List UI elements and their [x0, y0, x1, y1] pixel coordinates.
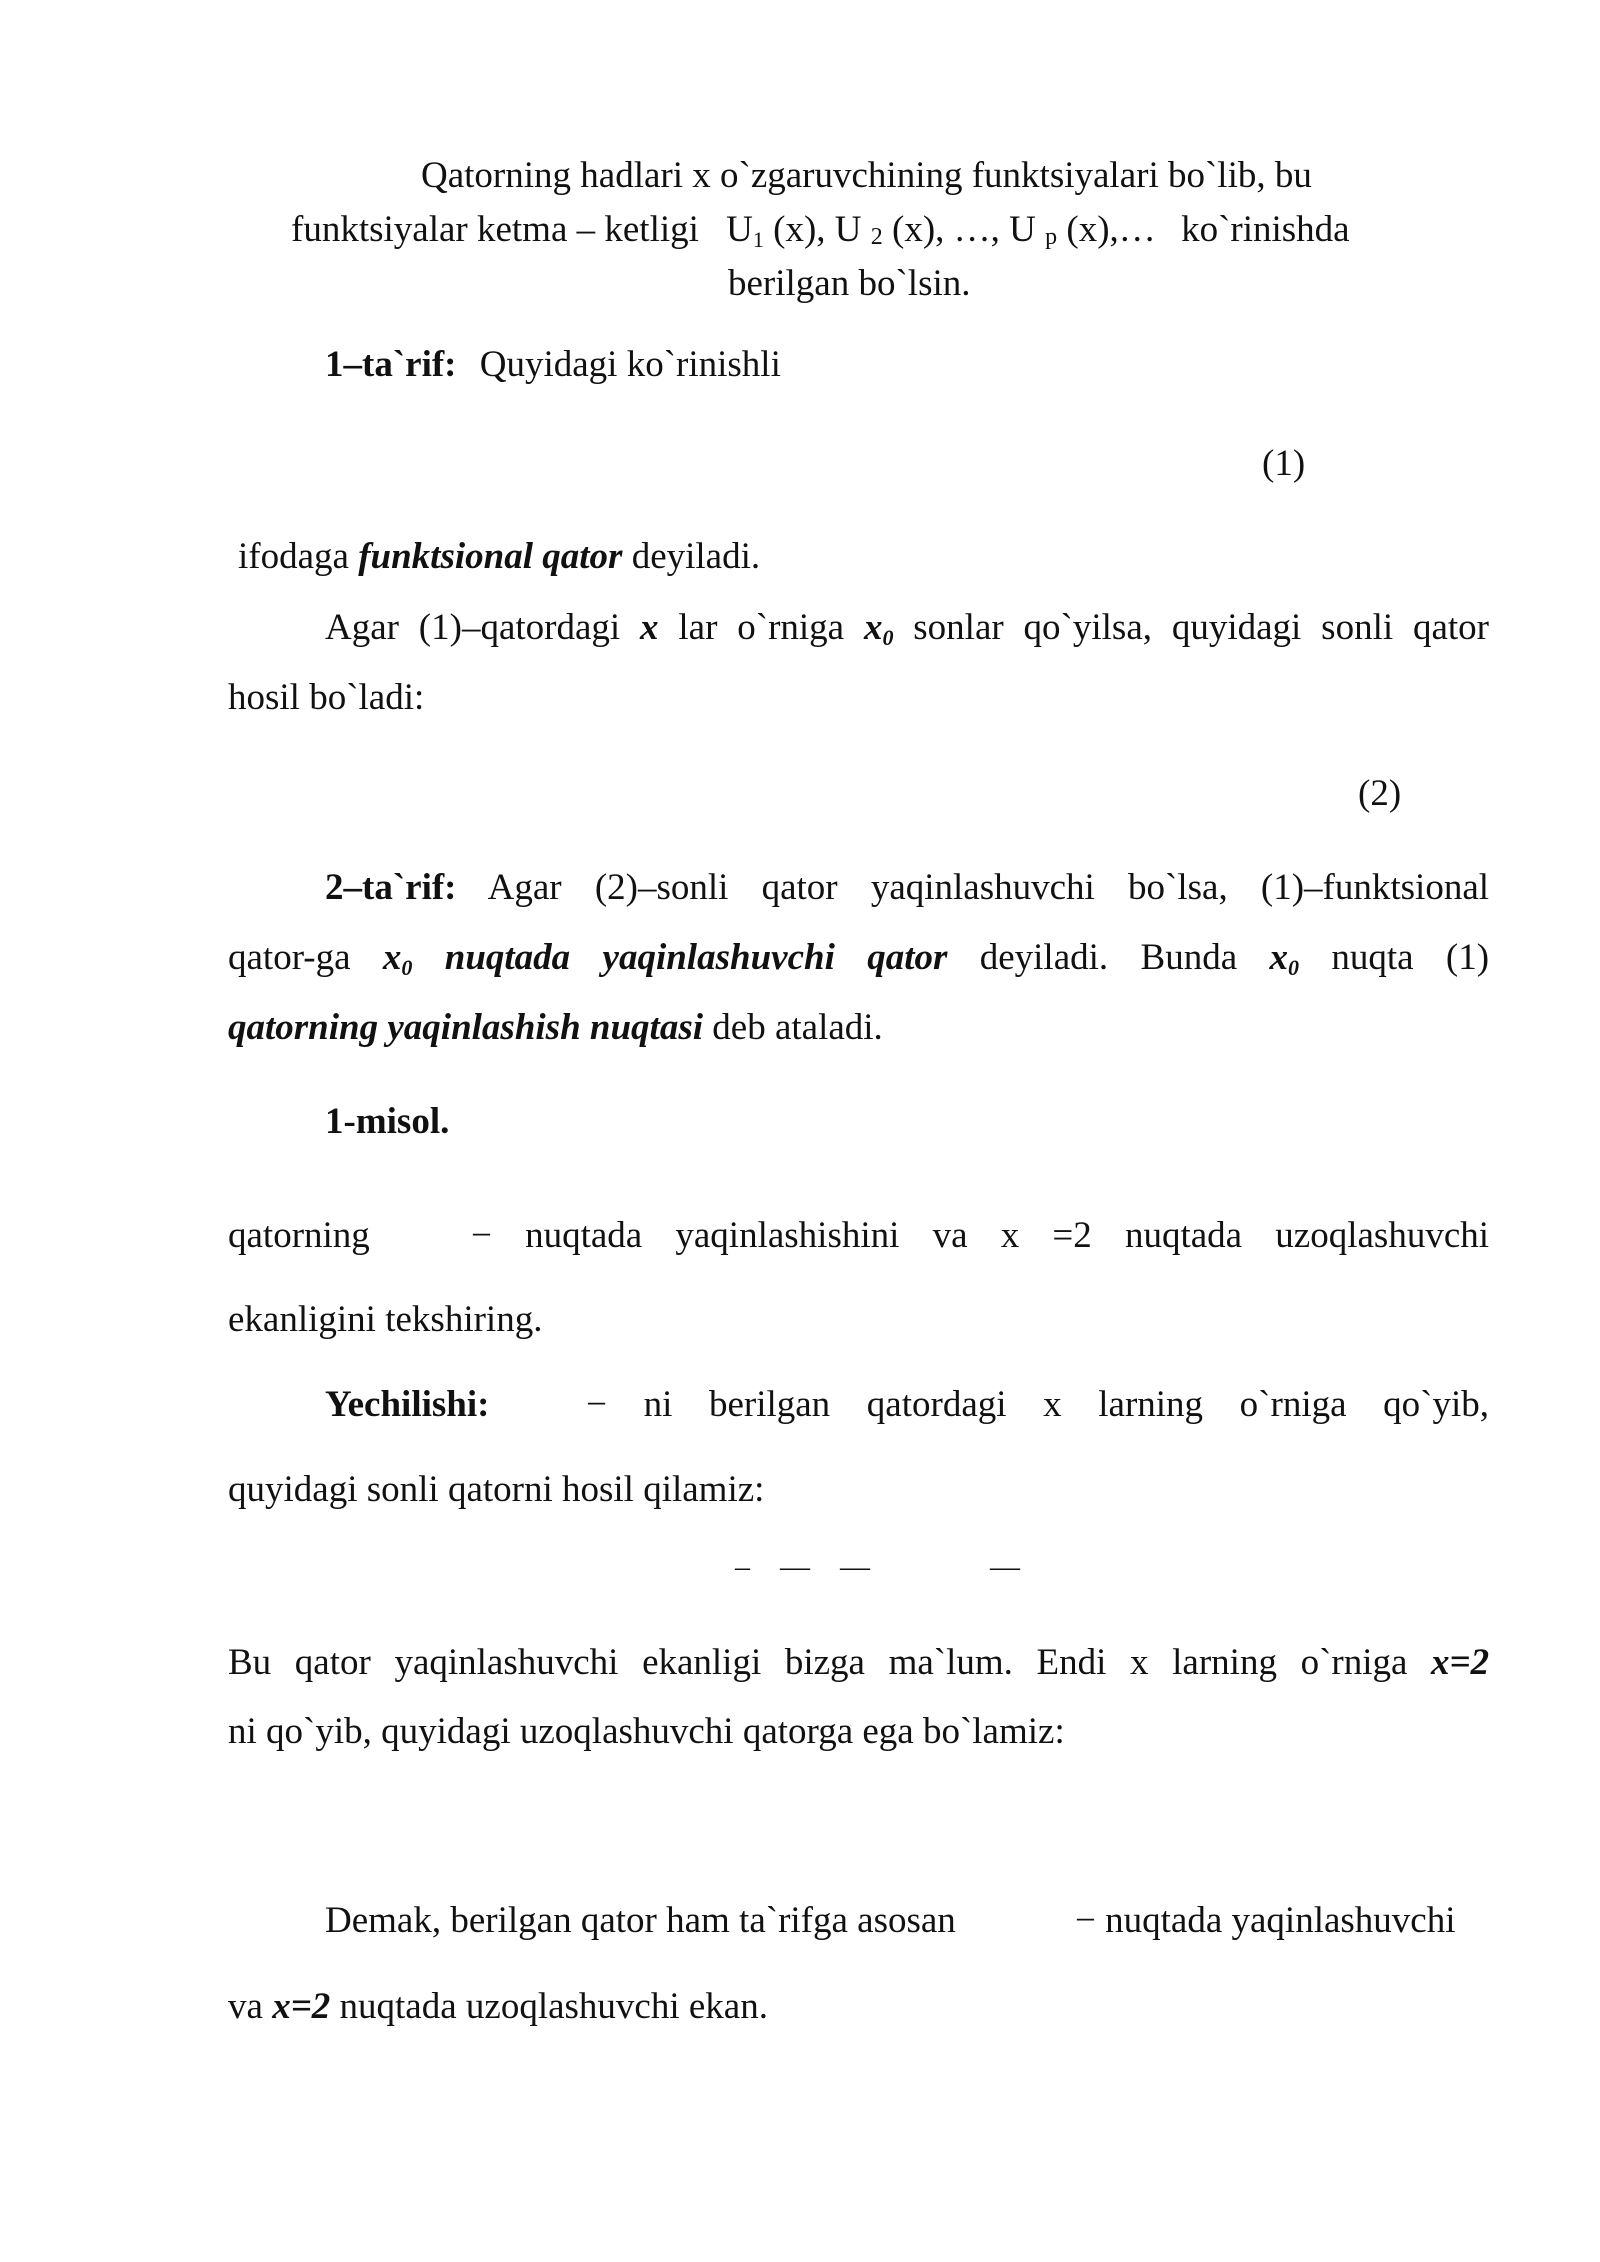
- solution-p2-line-1: [228, 1641, 1489, 1684]
- seq-sub-2: 2: [870, 224, 883, 250]
- conclusion-line-2: [228, 1985, 768, 2028]
- def2-l2-b: deyiladi.: [979, 937, 1109, 978]
- series-mark-2: —: [780, 1550, 810, 1583]
- def2-x0-second-sub: 0: [1288, 955, 1299, 980]
- series-mark-3: —: [840, 1550, 870, 1583]
- definition-1: [325, 343, 781, 386]
- seq-t3: (x),…: [1066, 209, 1156, 250]
- agar-paragraph-line-1: [325, 606, 1489, 649]
- def2-x0-second: [1270, 937, 1300, 978]
- def2-w3: yaqinlashuvchi: [870, 867, 1095, 908]
- seq-t2: (x), …, U: [892, 209, 1036, 250]
- definition-1-conclusion: [238, 535, 760, 578]
- def2-x0-sub: 0: [401, 955, 413, 980]
- sol-w5: o`rniga: [1239, 1384, 1347, 1425]
- intro-line-2-start: funktsiyalar ketma – ketligi: [291, 209, 699, 250]
- sol-w4: larning: [1098, 1384, 1204, 1425]
- ex1-w2: va: [932, 1215, 968, 1256]
- sol-p2-w9: o`rniga: [1300, 1642, 1408, 1683]
- seq-t1: (x), U: [773, 209, 862, 250]
- definition-2-line-1: [325, 866, 1489, 909]
- ex1-w4: =2: [1052, 1215, 1092, 1256]
- example-1-line-1: [228, 1214, 1489, 1257]
- def2-w4: bo`lsa,: [1128, 867, 1228, 908]
- var-x: x: [640, 607, 659, 648]
- solution-p2-line-2: ni qo`yib, quyidagi uzoqlashuvchi qatorga ega bo`lamiz:: [228, 1711, 1065, 1752]
- agar-c: sonlar qo`yilsa, quyidagi sonli qator: [913, 607, 1489, 648]
- sol-p2-w2: yaqinlashuvchi: [394, 1642, 619, 1683]
- sol-p2-w4: bizga: [784, 1642, 865, 1683]
- conclusion-dash-part: [1075, 1899, 1456, 1942]
- sol-p2-w6: Endi: [1036, 1642, 1107, 1683]
- sol-w6: qo`yib,: [1383, 1384, 1489, 1425]
- def2-l2-d: nuqta (1): [1331, 937, 1490, 978]
- term-convergence-point: qatorning yaqinlashish nuqtasi: [228, 1007, 704, 1048]
- agar-b: lar o`rniga: [678, 607, 845, 648]
- sol-w3: x: [1043, 1384, 1062, 1425]
- series-mark-1: –: [735, 1550, 750, 1583]
- ex1-w3: x: [1000, 1215, 1020, 1256]
- definition-1-after-b: deyiladi.: [631, 536, 761, 577]
- sol-p2-w0: Bu: [228, 1642, 272, 1683]
- def2-w2: qator: [761, 867, 838, 908]
- def2-w0: Agar: [487, 867, 562, 908]
- intro-line-2: [291, 208, 1350, 251]
- sol-p2-x2: x=2: [1431, 1642, 1490, 1683]
- definition-1-label: 1–ta`rif:: [325, 344, 457, 385]
- conclusion-va: va: [228, 1986, 263, 2027]
- solution-label: Yechilishi:: [325, 1384, 490, 1425]
- sol-p2-w7: x: [1130, 1642, 1149, 1683]
- def2-w5: (1)–funktsional: [1260, 867, 1490, 908]
- var-x0-sub: 0: [882, 625, 894, 650]
- var-x0-base: x: [863, 607, 883, 648]
- sol-p2-w3: ekanligi: [642, 1642, 762, 1683]
- conclusion-a: Demak, berilgan qator ham ta`rifga asosan: [325, 1900, 956, 1941]
- definition-2-line-3: [228, 1006, 883, 1049]
- series-mark-4: —: [990, 1550, 1020, 1583]
- conclusion-x2: x=2: [272, 1986, 331, 2027]
- def2-x0-base: x: [382, 937, 402, 978]
- definition-1-text: Quyidagi ko`rinishli: [479, 344, 781, 385]
- intro-line-3: berilgan bo`lsin.: [728, 263, 971, 304]
- intro-line-2-end: ko`rinishda: [1181, 209, 1350, 250]
- var-x0: [864, 607, 894, 648]
- ex1-w5: nuqtada: [1124, 1215, 1243, 1256]
- def2-w1: (2)–sonli: [594, 867, 729, 908]
- ex1-qatorning: qatorning: [228, 1215, 370, 1256]
- definition-2-label: 2–ta`rif:: [325, 867, 457, 908]
- sol-p2-w1: qator: [294, 1642, 371, 1683]
- example-1-line-2: ekanligini tekshiring.: [228, 1299, 543, 1340]
- definition-1-after-a: ifodaga: [238, 536, 349, 577]
- ex1-w0: nuqtada: [525, 1215, 643, 1256]
- term-functional-series: funktsional qator: [358, 536, 623, 577]
- equation-number-1: (1): [1262, 443, 1306, 484]
- sol-p2-w5: ma`lum.: [888, 1642, 1013, 1683]
- conclusion-b: nuqtada yaqinlashuvchi: [1105, 1900, 1456, 1941]
- solution-line-1: [325, 1383, 1489, 1426]
- conclusion-line-1: [325, 1899, 956, 1942]
- function-sequence: [726, 209, 1165, 250]
- conclusion-l2-b: nuqtada uzoqlashuvchi ekan.: [339, 1986, 768, 2027]
- def2-l3-b: deb ataladi.: [712, 1007, 883, 1048]
- sol-w2: qatordagi: [866, 1384, 1007, 1425]
- seq-sub-1: 1: [752, 227, 764, 252]
- solution-dash: −: [586, 1384, 607, 1425]
- term-convergent-series: nuqtada yaqinlashuvchi qator: [444, 937, 948, 978]
- ex1-w6: uzoqlashuvchi: [1275, 1215, 1490, 1256]
- example-1-label: 1-misol.: [325, 1101, 450, 1142]
- def2-x0: [383, 937, 413, 978]
- sol-w0: ni: [643, 1384, 673, 1425]
- conclusion-dash: −: [1075, 1900, 1096, 1941]
- ex1-w1: yaqinlashishini: [675, 1215, 900, 1256]
- sol-w1: berilgan: [708, 1384, 831, 1425]
- intro-line-1: Qatorning hadlari x o`zgaruvchining funktsiyalari bo`lib, bu: [421, 155, 1312, 196]
- agar-a: Agar (1)–qatordagi: [325, 607, 621, 648]
- ex1-dash: −: [471, 1215, 492, 1256]
- solution-line-2: quyidagi sonli qatorni hosil qilamiz:: [228, 1469, 765, 1510]
- sol-p2-w8: larning: [1172, 1642, 1277, 1683]
- def2-l2-c: Bunda: [1140, 937, 1238, 978]
- seq-u1: U: [726, 209, 753, 250]
- def2-l2-a: qator-ga: [228, 937, 351, 978]
- agar-paragraph-line-2: hosil bo`ladi:: [228, 677, 425, 718]
- seq-sub-p: p: [1045, 224, 1058, 250]
- definition-2-line-2: [228, 936, 1489, 979]
- def2-x0-second-base: x: [1269, 937, 1288, 978]
- equation-number-2: (2): [1358, 773, 1402, 814]
